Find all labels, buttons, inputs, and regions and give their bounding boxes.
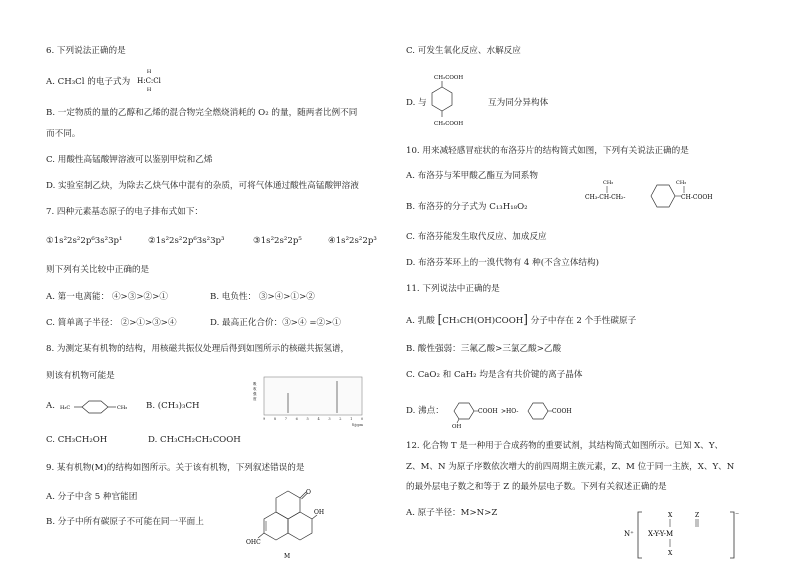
ch3cl-formula-text: H:C:Cl xyxy=(137,77,161,85)
para-cooh: COOH xyxy=(552,408,572,415)
nmr-tick-label: 0 xyxy=(361,417,364,421)
q11-option-a: A. 乳酸 [CH₃CH(OH)COOH] 分子中存在 2 个手性碳原子 xyxy=(406,312,637,326)
q11-option-b: B. 酸性强弱：三氟乙酸>三氯乙酸>乙酸 xyxy=(406,344,562,354)
ibuprofen-left-chain: CH₃-CH-CH₂- xyxy=(585,194,626,201)
svg-text:吸: 吸 xyxy=(253,382,257,386)
q7-option-b: B. 电负性： ③>④>①>② xyxy=(210,292,315,302)
q6-option-c: C. 用酸性高锰酸钾溶液可以鉴别甲烷和乙烯 xyxy=(46,155,213,165)
q9-option-c: C. 可发生氧化反应、水解反应 xyxy=(406,46,521,56)
svg-text:H: H xyxy=(146,69,152,75)
q9-option-b: B. 分子中所有碳原子不可能在同一平面上 xyxy=(46,517,204,527)
q6-option-a: A. CH₃Cl 的电子式为 xyxy=(46,77,131,87)
top-x: X xyxy=(668,512,673,519)
compound-t-structure xyxy=(624,506,764,562)
q12-option-a: A. 原子半径：M>N>Z xyxy=(406,508,498,518)
q10-stem: 10. 用来减轻感冒症状的布洛芬片的结构简式如图，下列有关说法正确的是 xyxy=(406,146,689,156)
nmr-axis-label: δ/ppm xyxy=(352,423,364,427)
nmr-tick-label: 1 xyxy=(350,417,353,421)
q9-option-d-tail: 互为同分异构体 xyxy=(488,98,549,108)
q7-lead: 则下列有关比较中正确的是 xyxy=(46,265,150,275)
aldehyde-group-label: OHC xyxy=(246,539,261,546)
q10-option-c: C. 布洛芬能发生取代反应、加成反应 xyxy=(406,232,547,242)
nmr-tick-label: 4 xyxy=(317,417,320,421)
q8-option-c: C. CH₃CH₂OH xyxy=(46,435,108,445)
q6-option-b-line1: B. 一定物质的量的乙醇和乙烯的混合物完全燃烧消耗的 O₂ 的量，随两者比例不同 xyxy=(46,108,358,118)
q8-lead: 则该有机物可能是 xyxy=(46,371,115,381)
oh-group-label: OH xyxy=(314,509,325,516)
q7-config-4: ④1s²2s²2p³ xyxy=(328,236,377,246)
q7-option-c: C. 简单离子半径： ②>①>③>④ xyxy=(46,318,177,328)
q7-option-d: D. 最高正化合价：③>④ =②>① xyxy=(210,318,341,328)
svg-text:H: H xyxy=(146,87,152,92)
svg-text:CH₃: CH₃ xyxy=(117,405,128,411)
q8-option-d: D. CH₃CH₂CH₂COOH xyxy=(148,435,241,445)
q9-stem: 9. 某有机物(M)的结构如图所示。关于该有机物，下列叙述错误的是 xyxy=(46,463,305,473)
q11-stem: 11. 下列说法中正确的是 xyxy=(406,284,500,294)
q12-stem-line1: 12. 化合物 T 是一种用于合成药物的重要试剂，其结构简式如图所示。已知 X、Y、 xyxy=(406,441,724,451)
q8-option-b: B. (CH₃)₃CH xyxy=(146,401,200,411)
main-chain: X-Y-Y-M xyxy=(648,530,674,538)
q11-a-suffix: 分子中存在 2 个手性碳原子 xyxy=(530,316,637,326)
svg-text:强: 强 xyxy=(253,392,257,396)
compound-m-label: M xyxy=(284,553,291,560)
nmr-tick-label: 9 xyxy=(263,417,266,421)
nmr-tick-label: 5 xyxy=(306,417,309,421)
nmr-tick-label: 2 xyxy=(339,417,342,421)
q7-config-3: ③1s²2s²2p⁵ xyxy=(253,236,302,246)
bottom-substituent: CH₂COOH xyxy=(434,121,464,127)
nmr-tick-label: 3 xyxy=(328,417,331,421)
q9-option-a: A. 分子中含 5 种官能团 xyxy=(46,492,138,502)
q12-stem-line3: 的最外层电子数之和等于 Z 的最外层电子数。下列有关叙述正确的是 xyxy=(406,482,667,492)
q7-config-1: ①1s²2s²2p⁶3s²3p¹ xyxy=(46,236,123,246)
ibuprofen-ch3-right: CH₃ xyxy=(676,180,687,186)
q10-option-a: A. 布洛芬与苯甲酸乙酯互为同系物 xyxy=(406,171,538,181)
p-xylene-structure xyxy=(60,396,140,416)
anion-charge: ⁻ xyxy=(735,511,740,520)
ketone-o-label: O xyxy=(306,489,311,496)
q6-option-d: D. 实验室制乙炔，为除去乙炔气体中混有的杂质，可将气体通过酸性高锰酸钾溶液 xyxy=(46,181,359,191)
nmr-spectrum xyxy=(252,375,364,427)
svg-text:收: 收 xyxy=(253,387,257,391)
q12-stem-line2: Z、M、N 为原子序数依次增大的前四周期主族元素，Z、M 位于同一主族，X、Y、N xyxy=(406,462,735,472)
top-z: Z xyxy=(695,512,700,519)
nmr-tick-label: 6 xyxy=(295,417,298,421)
q11-option-c: C. CaO₂ 和 CaH₂ 均是含有共价键的离子晶体 xyxy=(406,370,583,380)
ibuprofen-ch3-left: CH₃ xyxy=(603,180,614,186)
benzene-diacetic-acid-structure xyxy=(420,70,476,128)
salicylic-oh: OH xyxy=(452,424,462,428)
lactic-acid-formula: CH₃CH(OH)COOH xyxy=(442,316,524,326)
q8-stem: 8. 为测定某有机物的结构，用核磁共振仪处理后得到如图所示的核磁共振氢谱， xyxy=(46,344,350,354)
top-substituent: CH₂COOH xyxy=(434,75,464,81)
q10-option-d: D. 布洛芬苯环上的一溴代物有 4 种(不含立体结构) xyxy=(406,258,599,268)
ibuprofen-structure xyxy=(583,175,743,215)
q7-option-a: A. 第一电离能： ④>③>②>① xyxy=(46,292,168,302)
salicylic-cooh: COOH xyxy=(478,408,498,415)
ibuprofen-right-chain: CH-COOH xyxy=(681,194,713,201)
svg-text:H₃C: H₃C xyxy=(60,405,71,411)
q11-a-prefix: A. 乳酸 xyxy=(406,316,435,326)
svg-text:度: 度 xyxy=(253,397,257,401)
bottom-x: X xyxy=(668,550,673,557)
cation-n: N⁺ xyxy=(624,530,634,538)
compound-m-structure xyxy=(246,486,330,562)
boiling-point-comparison-structures xyxy=(444,394,586,428)
nmr-tick-label: 8 xyxy=(273,417,277,421)
q7-config-2: ②1s²2s²2p⁶3s²3p³ xyxy=(148,236,225,246)
q7-stem: 7. 四种元素基态原子的电子排布式如下： xyxy=(46,207,204,217)
q8-option-a: A. xyxy=(46,401,55,411)
boiling-compare-sign: >HO- xyxy=(501,408,519,415)
q10-option-b: B. 布洛芬的分子式为 C₁₃H₁₈O₂ xyxy=(406,202,528,212)
q11-option-d: D. 沸点： xyxy=(406,406,444,416)
q6-stem: 6. 下列说法正确的是 xyxy=(46,46,126,56)
ch3cl-electron-formula xyxy=(134,68,164,92)
q9-option-d: D. 与 xyxy=(406,98,427,108)
nmr-tick-label: 7 xyxy=(284,417,288,421)
q6-option-b-line2: 而不同。 xyxy=(46,129,81,139)
